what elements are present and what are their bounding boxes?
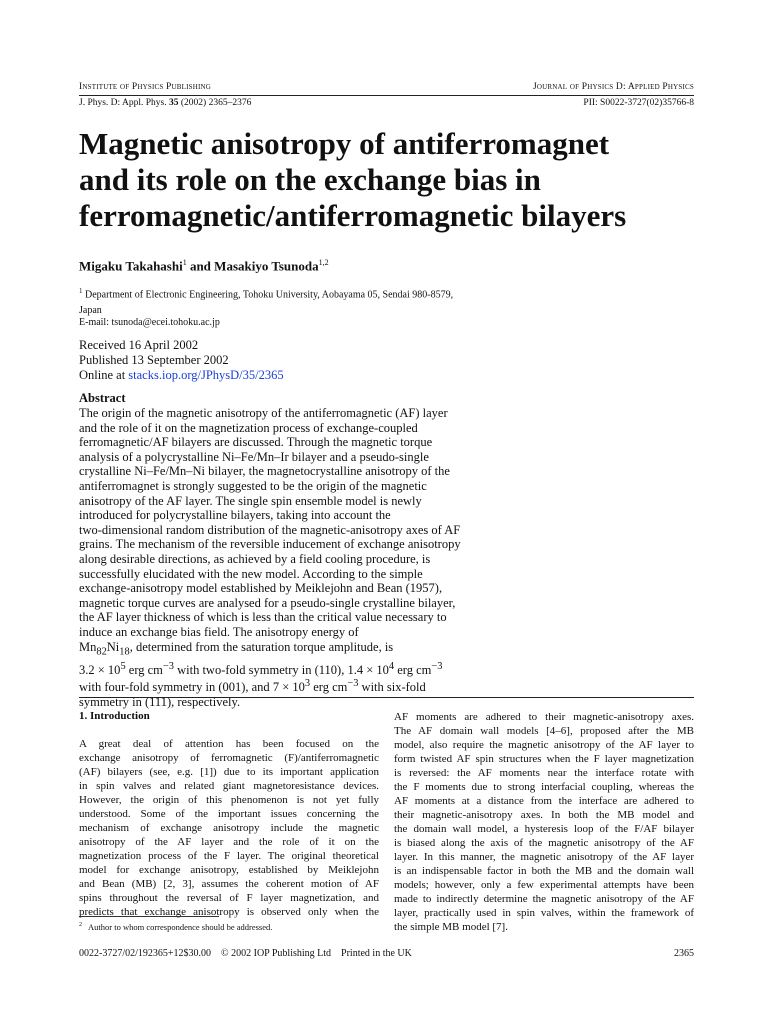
authors: Migaku Takahashi$^1$ and Masakiyo Tsunoda$^{1,2}$ [79, 258, 329, 274]
abstract-body: The origin of the magnetic anisotropy of the antiferromagnetic (AF) layer and the role of it on the magnetization process of exchange-coupled ferromagnetic/AF bilayers are discussed. Through the magnetic torque analysis of a polycrystalline Ni–Fe/Mn–Ir bilayer and a pseudo-single crystalline Ni–Fe/Mn–Ni bilayer, the magnetocrystalline anisotropy of the antiferromagnet is strongly suggested to be the origin of the magnetic anisotropy of the AF layer. The single spin ensemble model is newly introduced for polycrystalline bilayers, taking into account the two-dimensional random distribution of the magnetic-anisotropy axes of AF grains. The mechanism of the reversible inducement of exchange anisotropy along desirable directions, as achieved by a field cooling procedure, is successfully elucidated with the new model. According to the simple exchange-anisotropy model established by Meiklejohn and Bean (1957), magnetic torque curves are analysed for a pseudo-single crystalline bilayer, the AF layer thickness of which is less than the critical value necessary to induce an exchange bias field. The anisotropy energy of $Mn_{82}Ni_{18}$, determined from the saturation torque amplitude, is $3.2 \times 10^5$ erg $cm^{-3}$ with two-fold symmetry in (110), $1.4 \times 10^4$ erg $cm^{-3}$ with four-fold symmetry in (001), and $7 \times 10^3$ erg $cm^{-3}$ with six-fold symmetry in (111), respectively. [79, 406, 499, 710]
column-left: A great deal of attention has been focused on the exchange anisotropy of ferromagnetic (F)/antiferromagnetic (AF) bilayers (see, e.g. [1]) due to its important application in spin valves and related giant magnetoresistance devices. However, the origin of this phenomenon is not yet fully understood. Some of the important issues concerning the mechanism of exchange anisotropy include the magnetic anisotropy of the AF layer and the role of it on the magnetization process of the F layer. The original theoretical model for exchange anisotropy, established by Meiklejohn and Bean (MB) [2, 3], assumes the coherent motion of AF spins throughout the reversal of F layer magnetization, and predicts that exchange anisotropy is observed only when the [79, 738, 379, 918]
journal-header: Journal of Physics D: Applied Physics [532, 82, 694, 92]
paper-title: Magnetic anisotropy of antiferromagnet and its role on the exchange bias in ferromagnetic/antiferromagnetic bilayers [79, 126, 627, 233]
section-divider [79, 697, 694, 698]
pii: PII: S0022-3727(02)35766-8 [583, 98, 694, 108]
header-rule [79, 95, 694, 96]
footer-copyright: 0022-3727/02/192365+12$30.00 © 2002 IOP Publishing Ltd Printed in the UK [79, 948, 412, 959]
email: E-mail: tsunoda@ecei.tohoku.ac.jp [79, 317, 220, 328]
page-number: 2365 [674, 948, 694, 959]
footnote-rule [79, 916, 219, 917]
formula-line-1: $Mn_{82}Ni_{18}$, determined from the saturation torque amplitude, is [79, 639, 394, 657]
citation: J. Phys. D: Appl. Phys. 35 (2002) 2365–2376 [79, 98, 252, 108]
formula-line-2: $3.2 \times 10^5$ erg $cm^{-3}$ with two-fold symmetry in (110), $1.4 \times 10^4$ erg $cm^{-3}$ [79, 660, 443, 677]
affiliation: $^1$ Department of Electronic Engineering, Tohoku University, Aobayama 05, Sendai 980-8579, Japan [79, 287, 454, 317]
publisher-header: Institute of Physics Publishing [79, 82, 212, 92]
footnote: $^2$ Author to whom correspondence should be addressed. [79, 922, 273, 932]
received-date: Received 16 April 2002 [79, 338, 199, 352]
publication-dates: Received 16 April 2002 Published 13 September 2002 Online at stacks.iop.org/JPhysD/35/2365 [79, 338, 284, 382]
online-link[interactable]: stacks.iop.org/JPhysD/35/2365 [128, 368, 284, 382]
published-date: Published 13 September 2002 [79, 353, 229, 367]
section-heading-introduction: 1. Introduction [79, 710, 150, 722]
abstract-heading: Abstract [79, 391, 126, 405]
column-right: AF moments are adhered to their magnetic-anisotropy axes. The AF domain wall models [4–6], proposed after the MB model, also require the magnetic anisotropy of the AF layer to form twisted AF spin structures when the F layer magnetization is reversed: the AF moments near the interface rotate with the F moments due to strong interfacial coupling, whereas the AF moments at a distance from the interface are adhered to their magnetic-anisotropy axes. In both the MB model and the domain wall model, a hysteresis loop of the F/AF bilayer is biased along the axis of the magnetic anisotropy of the AF layer. In this manner, the magnetic anisotropy of the AF layer is an indispensable factor in both the MB and the domain wall models; however, only a few experimental attempts have been made to indirectly determine the magnetic anisotropy of the AF layer, practically used in spin valves, within the framework of the simple MB model [7]. [394, 711, 694, 933]
author-1: Migaku Takahashi [79, 258, 183, 274]
formula-line-3: with four-fold symmetry in (001), and $7 \times 10^3$ erg $cm^{-3}$ with six-fold [79, 678, 426, 695]
author-2: Masakiyo Tsunoda [214, 258, 319, 274]
